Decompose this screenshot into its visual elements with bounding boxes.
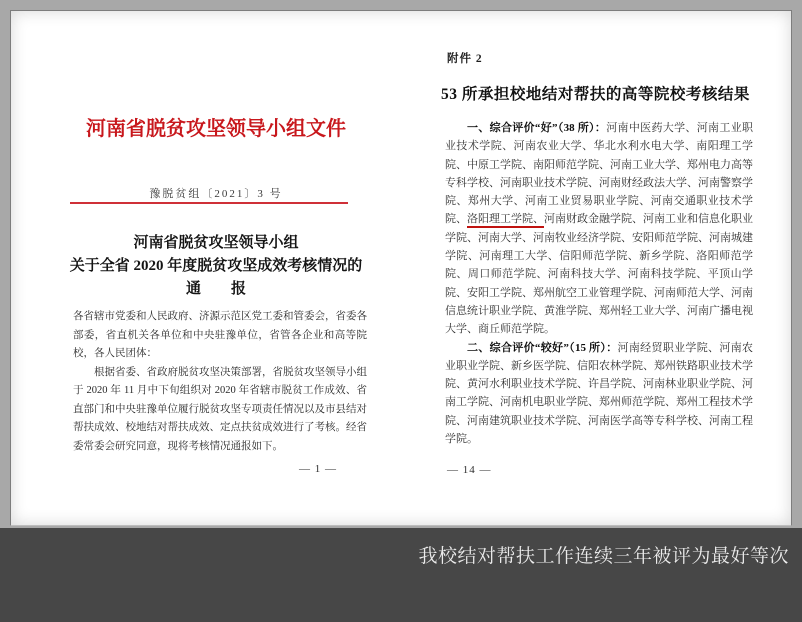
document-spread xyxy=(10,10,792,526)
appendix-title: 53 所承担校地结对帮扶的高等院校考核结果 xyxy=(441,86,750,103)
intro-paragraph: 根据省委、省政府脱贫攻坚决策部署，省脱贫攻坚领导小组于 2020 年 11 月中下旬组织对 2020 年省辖市脱贫工作成效、省直部门和中央驻豫单位履行脱贫攻坚专项责任情况以及市县结对帮扶成效、校地结对帮扶成效、定点扶贫成效进行了考核。经省委常委会研究同意，现将考核情况通报如下。 xyxy=(73,366,367,452)
left-page-body xyxy=(73,308,367,456)
better-rating-paragraph xyxy=(445,339,753,449)
left-page-number: — 1 — xyxy=(299,463,337,475)
document-title-line1: 河南省脱贫攻坚领导小组 xyxy=(133,235,299,251)
good-rating-paragraph xyxy=(445,119,753,339)
good-rating-lead: 一、综合评价“好”（38 所）： xyxy=(467,122,607,134)
red-letterhead-title: 河南省脱贫攻坚领导小组文件 xyxy=(86,118,346,140)
document-number: 豫脱贫组〔2021〕3 号 xyxy=(149,188,283,200)
document-title xyxy=(21,232,411,301)
document-title-line2: 关于全省 2020 年度脱贫攻坚成效考核情况的 xyxy=(69,258,363,274)
better-rating-schools: 河南经贸职业学院、河南农业职业学院、新乡医学院、信阳农林学院、郑州铁路职业技术学院、黄河水利职业技术学院、许昌学院、河南林业职业学院、河南工学院、河南机电职业学院、郑州师范学院、郑州工程技术学院、河南建筑职业技术学院、河南医学高等专科学校、河南工程学院。 xyxy=(445,341,754,446)
good-rating-schools-before: 河南中医药大学、河南工业职业技术学院、河南农业大学、华北水利水电大学、南阳理工学院、中原工学院、南阳师范学院、河南工业大学、郑州电力高等专科学校、河南职业技术学院、河南财经政法大学、河南警察学院、郑州大学、河南工业贸易职业学院、河南交通职业技术学院、 xyxy=(445,122,754,226)
right-page-number: — 14 — xyxy=(447,464,492,476)
red-divider-line xyxy=(70,202,348,204)
right-page-body xyxy=(445,119,753,448)
better-rating-lead: 二、综合评价“较好”（15 所）： xyxy=(467,341,618,354)
slide-caption: 我校结对帮扶工作连续三年被评为最好等次 xyxy=(418,546,789,567)
highlighted-school-underline: 洛阳理工学院、 xyxy=(467,213,544,228)
document-title-line3: 通 报 xyxy=(185,281,246,297)
good-rating-schools-after: 河南财政金融学院、河南工业和信息化职业学院、河南大学、河南牧业经济学院、安阳师范学院、河南城建学院、河南理工大学、信阳师范学院、新乡学院、洛阳师范学院、周口师范学院、河南科技大学、河南科技学院、平顶山学院、安阳工学院、郑州航空工业管理学院、河南师范大学、河南信息统计职业学院、黄淮学院、郑州轻工业大学、河南广播电视大学、商丘师范学院。 xyxy=(445,213,753,336)
salutation-paragraph: 各省辖市党委和人民政府、济源示范区党工委和管委会，省委各部委，省直机关各单位和中央驻豫单位，省管各企业和高等院校，各人民团体： xyxy=(73,311,367,359)
attachment-label: 附件 2 xyxy=(447,53,483,65)
